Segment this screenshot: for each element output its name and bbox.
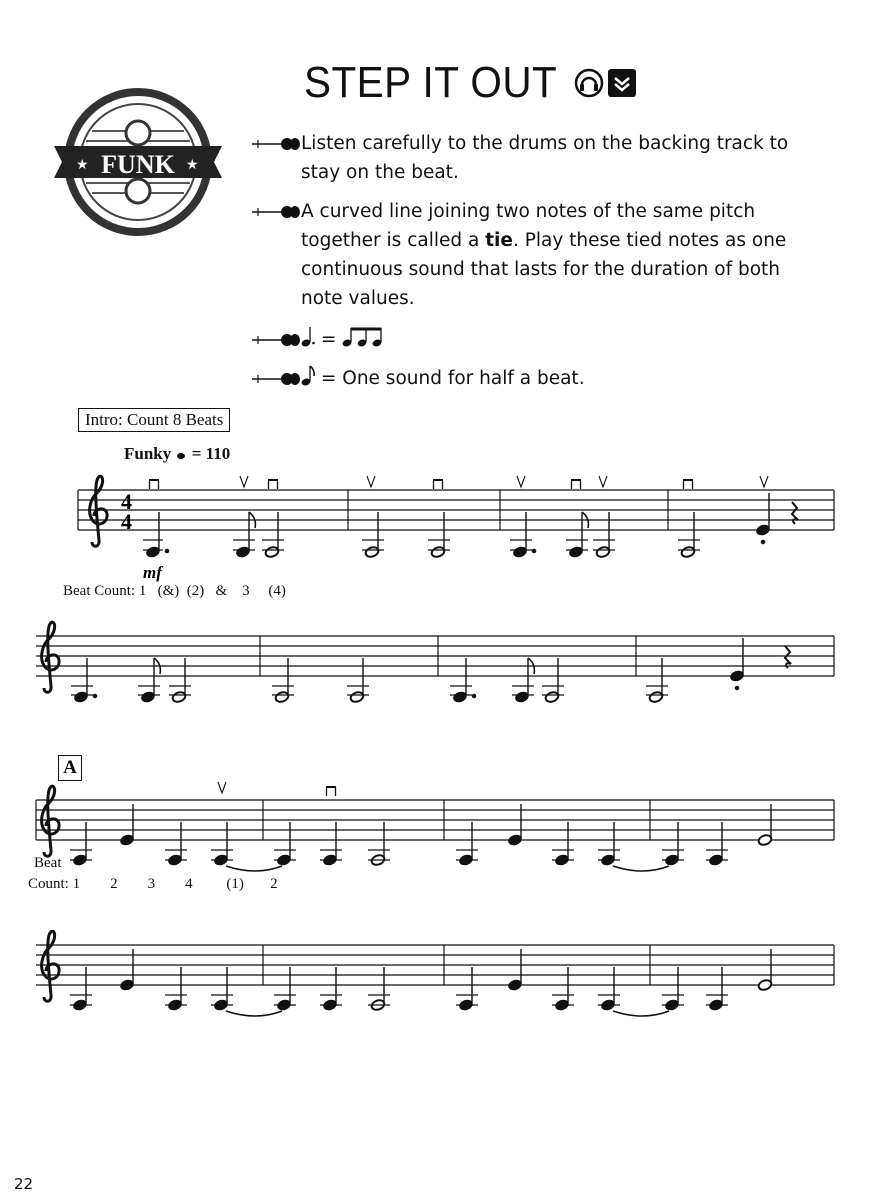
tempo-label: Funky [124,444,172,463]
bullet-icon [252,372,300,386]
page-number: 22 [14,1175,34,1193]
up-bow-icon [517,476,525,487]
bullet-4-text: = One sound for half a beat. [315,368,585,389]
bullet-text-3 [301,325,821,354]
star-icon: ★ [76,158,89,173]
intro-box: Intro: Count 8 Beats [78,408,230,432]
bullet-icon [252,205,300,219]
quarter-note-icon [176,446,188,460]
treble-clef-icon [90,476,107,546]
dynamic-marking: mf [143,563,162,582]
up-bow-icon [367,476,375,487]
triplet-eighths-icon [342,326,388,348]
up-bow-icon [218,782,226,793]
rehearsal-mark: A [58,755,82,781]
treble-clef-icon [42,786,59,856]
staff-4 [30,930,844,1020]
down-bow-icon [433,479,443,489]
down-bow-icon [326,786,336,796]
down-bow-icon [149,479,159,489]
page-title: STEP IT OUT [304,58,558,107]
beat-count-1: Beat Count: 1 (&) (2) & 3 (4) [63,583,286,599]
up-bow-icon [240,476,248,487]
funk-badge [52,86,222,240]
down-bow-icon [268,479,278,489]
bullet-text-4 [301,364,821,393]
time-signature-top: 4 [121,489,132,514]
beat-word: Beat [34,855,62,871]
bullet-icon [252,333,300,347]
bullet-text-1: Listen carefully to the drums on the backing track to stay on the beat. [301,133,789,183]
up-bow-icon [760,476,768,487]
eighth-note-icon [301,365,315,387]
audio-track-icon[interactable] [576,70,602,96]
bullet-2-before: A curved line joining two notes of the same pitch together is called a [301,201,756,251]
tempo-marking [124,444,230,464]
time-signature-bottom: 4 [121,509,132,534]
dotted-quarter-note-icon [301,326,315,348]
bullet-2-bold: tie [485,230,513,251]
tempo-value: = 110 [191,444,231,463]
staff-1 [74,470,844,585]
staff-2 [30,620,844,720]
badge-label: FUNK [101,150,175,179]
down-bow-icon [571,479,581,489]
bullet-text-2 [301,197,821,313]
download-icon[interactable] [608,69,636,97]
bullet-2-after: . Play these tied notes as one continuous sound that lasts for the duration of both note values. [301,230,787,309]
staff-3 [30,770,844,875]
star-icon: ★ [186,158,199,173]
bullet-3-equals: = [315,329,343,350]
down-bow-icon [683,479,693,489]
bullet-icon [252,137,300,151]
title-icons [574,67,640,103]
up-bow-icon [599,476,607,487]
beat-count-2: Count: 1 2 3 4 (1) 2 [28,876,278,892]
treble-clef-icon [42,622,59,692]
treble-clef-icon [42,931,59,1001]
